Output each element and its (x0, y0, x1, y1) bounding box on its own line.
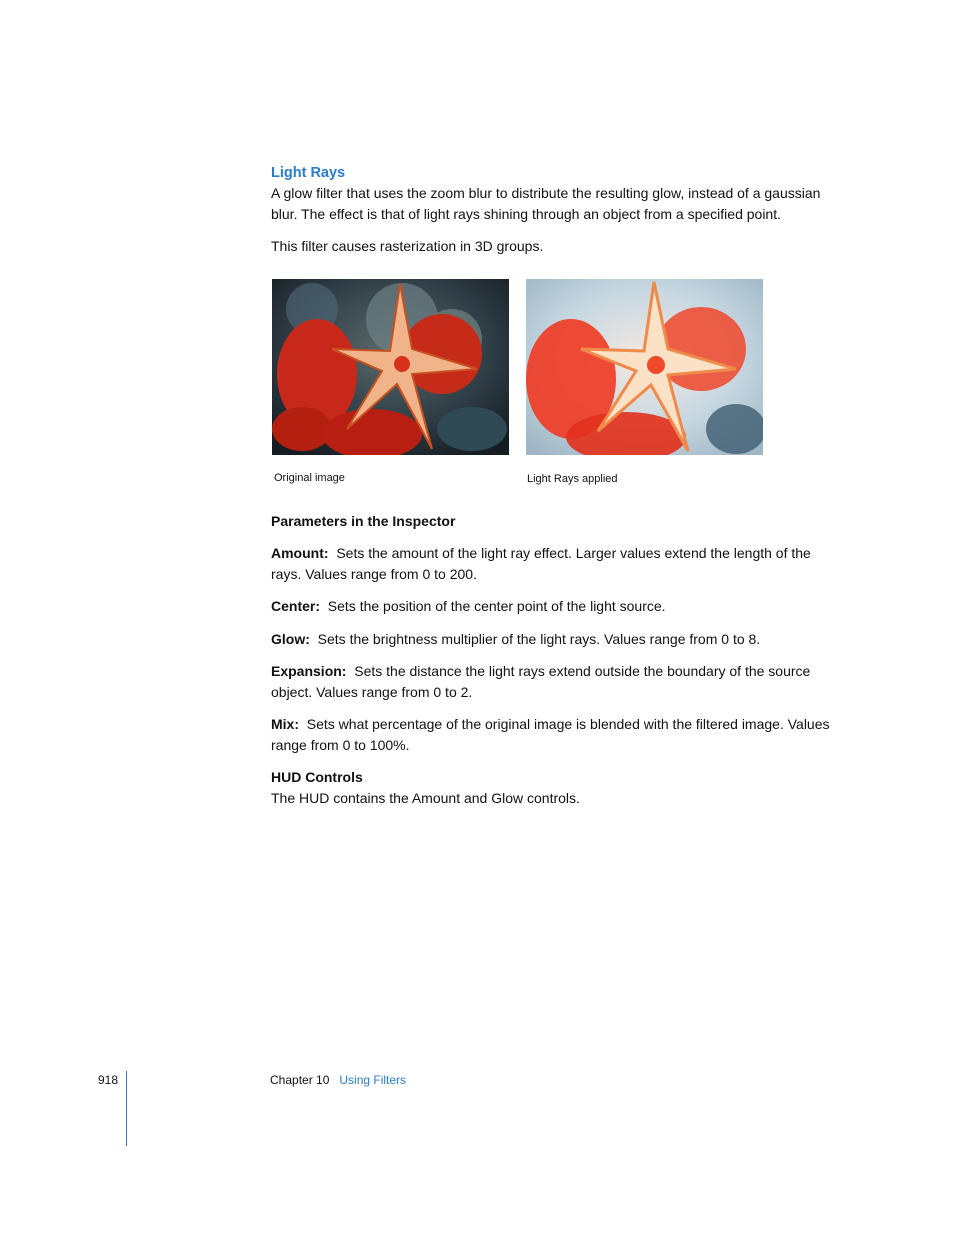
chapter-label: Chapter 10 (270, 1073, 330, 1087)
section-intro: A glow filter that uses the zoom blur to distribute the resulting glow, instead of a gaussian blur. The effect is that of light rays shining through an object from a specified point. (271, 185, 821, 222)
page-content (271, 163, 831, 808)
footer-divider (126, 1071, 127, 1146)
parameters-heading: Parameters in the Inspector (271, 512, 456, 529)
param-expansion (271, 661, 831, 702)
hud-text: The HUD contains the Amount and Glow controls. (271, 789, 580, 806)
section-note: This filter causes rasterization in 3D groups. (271, 238, 544, 254)
hud-heading: HUD Controls (271, 769, 363, 785)
light-rays-starfish-image (526, 279, 763, 455)
applied-image-caption: Light Rays applied (527, 472, 618, 485)
param-name: Amount: (271, 545, 329, 561)
param-name: Center: (271, 598, 321, 614)
param-desc: Sets the amount of the light ray effect. Larger values extend the length of the rays. Values range from 0 to 200. (271, 545, 811, 582)
param-desc: Sets the distance the light rays extend outside the boundary of the source object. Values range from 0 to 2. (271, 663, 811, 700)
image-comparison (271, 279, 831, 509)
original-starfish-image (272, 279, 509, 455)
param-desc: Sets what percentage of the original image is blended with the filtered image. Values range from 0 to 100%. (271, 716, 830, 753)
param-name: Glow: (271, 630, 310, 647)
chapter-title-link[interactable]: Using Filters (339, 1073, 407, 1087)
param-center (271, 596, 831, 617)
param-amount (271, 543, 831, 584)
page-number: 918 (98, 1073, 119, 1087)
chapter-footer (270, 1073, 406, 1087)
original-image-caption: Original image (274, 471, 345, 484)
param-name: Mix: (271, 716, 299, 732)
param-mix (271, 714, 831, 755)
param-name: Expansion: (271, 663, 347, 679)
param-desc: Sets the position of the center point of the light source. (327, 598, 666, 614)
section-title: Light Rays (271, 165, 346, 181)
param-glow (271, 629, 831, 650)
param-desc: Sets the brightness multiplier of the light rays. Values range from 0 to 8. (317, 630, 761, 647)
